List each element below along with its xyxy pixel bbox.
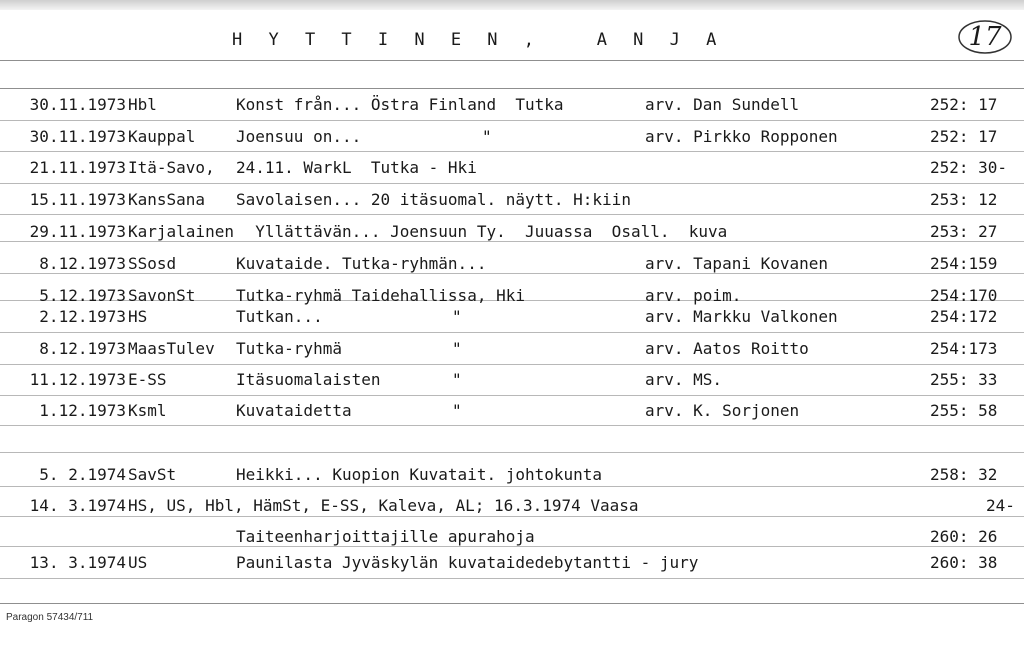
entry-ditto-mark: " — [452, 401, 462, 420]
entry-text: Yllättävän... Joensuun Ty. Juuassa Osall. kuva — [236, 222, 728, 241]
rule-line — [0, 364, 1024, 365]
entry-row — [0, 254, 1024, 276]
entry-source: SSosd — [128, 254, 177, 273]
entry-ditto-mark: " — [452, 370, 462, 389]
rule-line — [0, 425, 1024, 426]
entry-ref: 24- — [986, 496, 1015, 515]
entry-reviewer: arv. Tapani Kovanen — [645, 254, 829, 273]
rule-line — [0, 578, 1024, 579]
card-number: 17 — [968, 22, 1002, 52]
entry-row — [0, 190, 1024, 212]
entry-text: Itäsuomalaisten — [236, 370, 381, 389]
entry-reviewer: arv. Dan Sundell — [645, 95, 800, 114]
entry-ref: 254:173 — [930, 339, 998, 358]
entry-source: SavonSt — [128, 286, 196, 305]
entry-row — [0, 401, 1024, 423]
entry-ref: 255: 33 — [930, 370, 998, 389]
entry-text: Kuvataide. Tutka-ryhmän... — [236, 254, 487, 273]
entry-date: 13. 3.1974 — [29, 553, 126, 572]
entry-row — [0, 307, 1024, 329]
entry-date: 5.12.1973 — [39, 286, 126, 305]
entry-ref: 254:170 — [930, 286, 998, 305]
entry-row — [0, 158, 1024, 180]
entry-source: Itä-Savo, — [128, 158, 215, 177]
rule-line — [0, 214, 1024, 215]
entry-ditto-mark: " — [452, 307, 462, 326]
entry-source: HS — [128, 307, 148, 326]
entry-source: Karjalainen — [128, 222, 234, 241]
rule-line — [0, 60, 1024, 61]
entry-row — [0, 127, 1024, 149]
card-footer: Paragon 57434/711 — [6, 612, 94, 623]
entry-reviewer: arv. Aatos Roitto — [645, 339, 809, 358]
entry-source: US — [128, 553, 148, 572]
entry-ref: 252: 30- — [930, 158, 1008, 177]
entry-row — [0, 339, 1024, 361]
entry-source: HS, US, Hbl, HämSt, E-SS, Kaleva, AL; 16.3.1974 Vaasa — [128, 496, 639, 515]
entry-reviewer: arv. poim. — [645, 286, 742, 305]
rule-line — [0, 88, 1024, 89]
entry-row — [0, 553, 1024, 575]
entry-row — [0, 370, 1024, 392]
entry-source: Ksml — [128, 401, 167, 420]
entry-row — [0, 286, 1024, 308]
entry-date: 14. 3.1974 — [29, 496, 126, 515]
entry-text: Taiteenharjoittajille apurahoja — [236, 527, 535, 546]
entry-date: 2.12.1973 — [39, 307, 126, 326]
entry-reviewer: arv. Markku Valkonen — [645, 307, 838, 326]
entry-reviewer: arv. K. Sorjonen — [645, 401, 800, 420]
rule-line — [0, 183, 1024, 184]
entry-ref: 254:172 — [930, 307, 998, 326]
card-title: H Y T T I N E N , A N J A — [232, 30, 725, 50]
entry-ref: 258: 32 — [930, 465, 998, 484]
entry-date: 11.12.1973 — [29, 370, 126, 389]
rule-line — [0, 452, 1024, 453]
entry-text: Heikki... Kuopion Kuvatait. johtokunta — [236, 465, 603, 484]
rule-line — [0, 120, 1024, 121]
entry-text: Savolaisen... 20 itäsuomal. näytt. H:kiin — [236, 190, 631, 209]
entry-reviewer: arv. Pirkko Ropponen — [645, 127, 838, 146]
entry-ref: 253: 27 — [930, 222, 998, 241]
entry-ref: 252: 17 — [930, 127, 998, 146]
entry-source: Hbl — [128, 95, 157, 114]
entry-date: 8.12.1973 — [39, 254, 126, 273]
entry-text: Joensuu on... — [236, 127, 362, 146]
entry-date: 29.11.1973 — [29, 222, 126, 241]
entry-source: E-SS — [128, 370, 167, 389]
entry-text: Paunilasta Jyväskylän kuvataidedebytantti - jury — [236, 553, 699, 572]
entry-source: MaasTulev — [128, 339, 215, 358]
entry-text: Kuvataidetta — [236, 401, 352, 420]
entry-source: KansSana — [128, 190, 206, 209]
entry-date: 5. 2.1974 — [39, 465, 126, 484]
entry-ref: 252: 17 — [930, 95, 998, 114]
entry-text: Tutkan... — [236, 307, 323, 326]
entry-reviewer: arv. MS. — [645, 370, 723, 389]
entry-row — [0, 222, 1024, 244]
rule-line — [0, 151, 1024, 152]
entry-ref: 253: 12 — [930, 190, 998, 209]
entry-date: 30.11.1973 — [29, 95, 126, 114]
rule-line — [0, 603, 1024, 604]
entry-text: Tutka-ryhmä Taidehallissa, Hki — [236, 286, 525, 305]
entry-ditto-mark: " — [452, 339, 462, 358]
entry-source: Kauppal — [128, 127, 196, 146]
entry-ref: 255: 58 — [930, 401, 998, 420]
entry-text: Tutka-ryhmä — [236, 339, 342, 358]
entry-row — [0, 95, 1024, 117]
entry-text: 24.11. WarkL Tutka - Hki — [236, 158, 477, 177]
entry-row — [0, 496, 1024, 518]
entry-date: 30.11.1973 — [29, 127, 126, 146]
entry-date: 15.11.1973 — [29, 190, 126, 209]
entry-ref: 260: 26 — [930, 527, 998, 546]
entry-row — [0, 465, 1024, 487]
rule-line — [0, 395, 1024, 396]
entry-ditto-mark: " — [482, 127, 492, 146]
entry-text: Konst från... Östra Finland Tutka — [236, 95, 564, 114]
entry-row — [0, 527, 1024, 549]
card-number-circle — [956, 18, 1014, 56]
entry-date: 21.11.1973 — [29, 158, 126, 177]
card-top-edge — [0, 0, 1024, 10]
rule-line — [0, 332, 1024, 333]
entry-date: 8.12.1973 — [39, 339, 126, 358]
entry-date: 1.12.1973 — [39, 401, 126, 420]
entry-source: SavSt — [128, 465, 177, 484]
entry-ref: 260: 38 — [930, 553, 998, 572]
entry-ref: 254:159 — [930, 254, 998, 273]
